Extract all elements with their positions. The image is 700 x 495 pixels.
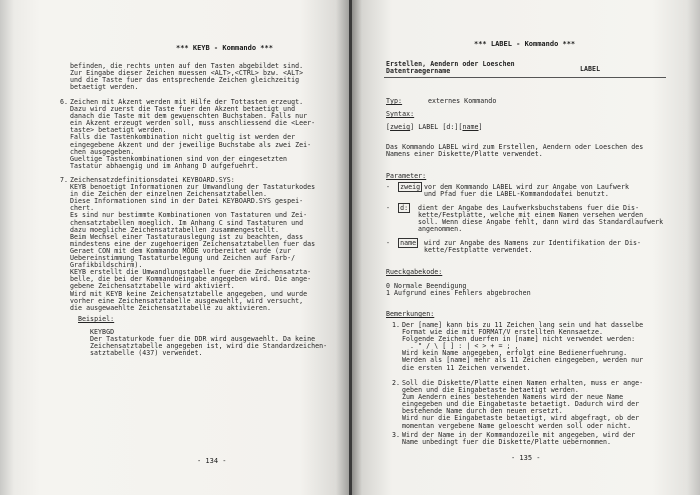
remarks-label: Bemerkungen: <box>386 310 435 318</box>
remark-1-number: 1. <box>392 321 401 329</box>
type-label: Typ: <box>386 97 403 105</box>
type-value: externes Kommando <box>428 97 497 105</box>
right-page-number: - 135 - <box>511 454 541 462</box>
parameter-label: Parameter: <box>386 172 427 180</box>
right-page <box>352 0 700 495</box>
return-codes: 0 Normale Beendigung 1 Aufgrund eines Fehlers abgebrochen <box>386 282 531 298</box>
item-6-number: 6. <box>60 98 69 106</box>
left-page-header: *** KEYB - Kommando *** <box>176 44 273 52</box>
parameter-text: wird zur Angabe des Namens zur Identifikation der Dis- kette/Festplatte verwendet. <box>424 239 642 255</box>
item-7-text: Zeichensatzdefinitionsdatei KEYBOARD.SYS: KEYB benoetigt Informationen zur Umwandlung der Tastaturkodes in die Zeichen der einzelnen Zeichensatztabellen. Diese Informationen sind in der Datei KEYBOARD.SYS gespei- chert. Es sind nur bestimmte Kombinationen von Tastaturen und Zei- chensatztabellen moeglich. Im Anhang C sind Tastaturen und dazu moegliche Zeichensatztabellen zusammengestellt. Beim Wechsel einer Tastaturauslegung ist zu beachten, dass mindestens eine der zugehoerigen Zeichensatztabellen fuer das Geraet CON mit dem Kommando MODE vorbereitet wurde (zur Uebereinstimmung Tastaturbelegung und Zeichen auf Farb-/ Grafikbildschirm). KEYB erstellt die Umwandlungstabelle fuer die Zeichensatzta- belle, die bei der Kommandoeingabe angegeben wird. Die ange- gebene Zeichensatztabelle wird aktiviert. Wird mit KEYB keine Zeichensatztabelle angegeben, und wurde vorher eine Zeichensatztabelle ausgewaehlt, wird versucht, die ausgewaehlte Zeichensatztabelle zu aktivieren. <box>70 176 316 312</box>
label-title: Erstellen, Aendern oder Loeschen Datentraegername <box>386 60 515 76</box>
syntax-zweig: zweig <box>390 123 411 131</box>
right-page-header: *** LABEL - Kommando *** <box>474 40 576 48</box>
item-7-number: 7. <box>60 176 69 184</box>
parameter-name: - name <box>386 239 417 247</box>
label-command-name: LABEL <box>580 65 601 73</box>
syntax-drive: d: <box>446 123 455 131</box>
remark-3-number: 3. <box>392 431 401 439</box>
remark-3-text: Wird der Name in der Kommandozeile mit angegeben, wird der Name unbedingt fuer die Diskette/Platte uebernommen. <box>402 431 636 447</box>
syntax-command: LABEL <box>418 123 439 131</box>
label-description: Das Kommando LABEL wird zum Erstellen, Aendern oder Loeschen des Namens einer Diskette/Platte verwendet. <box>386 143 644 159</box>
parameter-key: name <box>400 239 417 247</box>
title-rule <box>384 77 666 78</box>
parameter-text: vor dem Kommando LABEL wird zur Angabe von Laufwerk und Pfad fuer die LABEL-Kommandodatei benutzt. <box>424 183 630 199</box>
parameter-drive: - d: <box>386 204 409 212</box>
remark-2-text: Soll die Diskette/Platte einen Namen erhalten, muss er ange- geben und die Eingabetaste betaetigt werden. Zum Aendern eines bestehenden Namens wird der neue Name eingegeben und die Eingabetaste betaetigt. Dadurch wird der bestehende Name durch den neuen ersetzt. Wird nur die Eingabetaste betaetigt, wird abgefragt, ob der momentan vergebene Name geloescht werden soll oder nicht. <box>402 379 644 430</box>
return-code-label: Rueckgabekode: <box>386 268 443 276</box>
example-text: Der Tastaturkode fuer die DDR wird ausgewaehlt. Da keine Zeichensatztabelle angegeben ist, wird die Standardzeichen- satztabelle (437) verwendet. <box>90 335 328 358</box>
remark-1-text: Der [name] kann bis zu 11 Zeichen lang sein und hat dasselbe Format wie die mit FORMAT/V erstellten Kennsaetze. Folgende Zeichen duerfen in [name] nicht verwendet werden: . " / \ [ ] : | < > + = ; , Wird kein Name angegeben, erfolgt eine Bedienerfuehrung. Werden als [name] mehr als 11 Zeichen eingegeben, werden nur die ersten 11 Zeichen verwendet. <box>402 321 644 372</box>
example-label: Beispiel: <box>78 315 115 323</box>
parameter-key: zweig <box>400 183 421 191</box>
syntax-label: Syntax: <box>386 110 415 118</box>
syntax-line: [zweig] LABEL [d:][name] <box>386 123 483 131</box>
parameter-text: dient der Angabe des Laufwerksbuchstabens fuer die Dis- kette/Festplatte, welche mit einem Namen versehen werden soll. Wenn diese Angabe fehlt, dann wird das Standardlaufwerk angenommen. <box>418 204 664 234</box>
example-command: KEYBGD <box>90 328 115 336</box>
remark-2-number: 2. <box>392 379 401 387</box>
left-page-number: - 134 - <box>197 457 227 465</box>
item-6-text: Zeichen mit Akzent werden mit Hilfe der Tottasten erzeugt. Dazu wird zuerst die Taste fuer den Akzent betaetigt und danach die Taste mit dem gewuenschten Buchstaben. Falls nur ein Akzent erzeugt werden soll, muss anschliessend die <Leer- taste> betaetigt werden. Falls die Tastenkombination nicht gueltig ist werden der eingegebene Akzent und der jeweilige Buchstabe als zwei Zei- chen ausgegeben. Gueltige Tastenkombinationen sind von der eingesetzten Tastatur abhaengig und im Anhang D aufgefuehrt. <box>70 98 316 170</box>
parameter-key: d: <box>400 204 409 212</box>
keyb-intro-text: befinden, die rechts unten auf den Tasten abgebildet sind. Zur Eingabe dieser Zeichen muessen <ALT>,<CTRL> bzw. <ALT> und die Taste fuer das entsprechende Zeichen gleichzeitig betaetigt werden. <box>70 62 304 92</box>
parameter-zweig: - zweig <box>386 183 421 191</box>
syntax-name: name <box>462 123 479 131</box>
